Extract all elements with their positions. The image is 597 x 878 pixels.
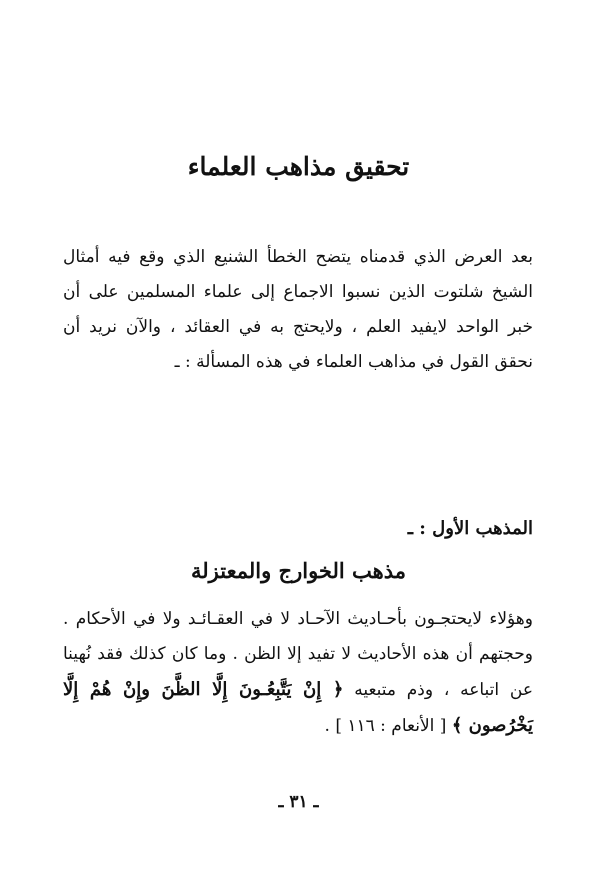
section-heading: مذهب الخوارج والمعتزلة [191,558,406,583]
section-paragraph [63,602,533,744]
intro-paragraph [63,240,533,380]
section-paragraph-text [63,602,533,744]
section-label: المذهب الأول : ـ [407,518,533,539]
verse-citation: [ الأنعام : ١١٦ ] . [324,716,447,736]
page-title: تحقيق مذاهب العلماء [187,152,410,181]
section-paragraph-body: وهؤلاء لايحتجـون بأحـاديث الآحـاد لا في العقـائـد ولا في الأحكام . وحجتهم أن هذه الأحاديث لا تفيد إلا الظن . وما كان كذلك فقد نُهينا عن اتباعه ، وذم متبعيه [63,609,533,700]
quran-verse: ﴿ إِنْ يَتَّبِعُـونَ إِلَّا الظَّنَ وإِنْ هُمْ إِلَّا يَخْرُصون ﴾ [63,679,533,736]
page-number: ـ ٣١ ـ [278,792,319,812]
intro-paragraph-text: بعد العرض الذي قدمناه يتضح الخطأ الشنيع الذي وقع فيه أمثال الشيخ شلتوت الذين نسبوا الاجماع إلى علماء المسلمين على أن خبر الواحد لايفيد العلم ، ولايحتج به في العقائد ، والآن نريد أن نحقق القول في مذاهب العلماء في هذه المسألة : ـ [63,247,533,372]
